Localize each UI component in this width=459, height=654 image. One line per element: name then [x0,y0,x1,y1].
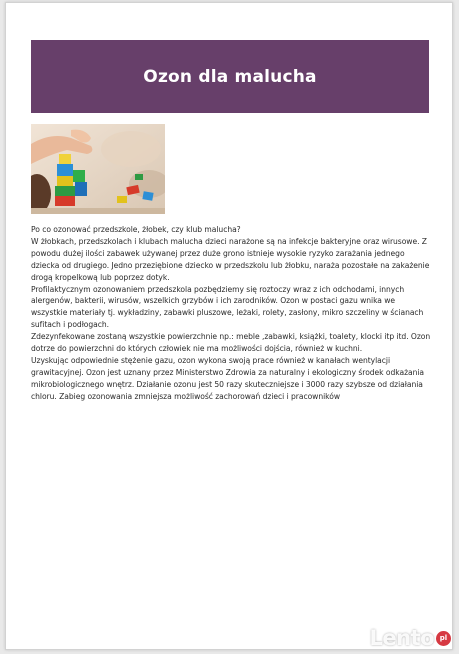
document-page [5,2,453,650]
watermark-text: Lento [369,626,434,650]
watermark-badge: pl [436,631,451,646]
children-blocks-photo [31,124,165,214]
lento-watermark [369,626,451,650]
body-paragraph-ventilation: Uzyskując odpowiednie stężenie gazu, ozon wykona swoją prace również w kanałach wentylacji grawitacyjnej. Ozon jest uznany przez Ministerstwo Zdrowia za naturalny i ekologiczny środek odkażania mikrobiologicznego wnętrz. Działanie ozonu jest 50 razy skuteczniejsze i 3000 razy szybsze od działania chloru. Zabieg ozonowania zmniejsza możliwość zachorowań dzieci i pracowników [31,355,425,401]
body-paragraph-surfaces: Zdezynfekowane zostaną wszystkie powierzchnie np.: meble ,zabawki, książki, toalety, klocki itp itd. Ozon dotrze do powierzchni do których człowiek nie ma możliwości dojścia, również w kuchni. [31,332,431,354]
body-paragraph-prevention: Profilaktycznym ozonowaniem przedszkola pozbędziemy się roztoczy wraz z ich odchodami, innych alergenów, bakterii, wirusów, wszelkich grzybów i ich zarodników. Ozon w postaci gazu wnika we wszystkie materiały tj. wykładziny, zabawki pluszowe, leżaki, rolety, zasłony, mikro szczeliny w ścianach sufitach i podłogach. [31,284,424,330]
body-paragraph-question: Po co ozonować przedszkole, żłobek, czy klub malucha? [31,225,241,234]
title-banner [31,40,429,113]
body-paragraph-intro: W żłobkach, przedszkolach i klubach malucha dzieci narażone są na infekcje bakteryjne oraz wirusowe. Z powodu dużej ilości zabawek używanej przez duże grono istnieje wysokie ryzyko zarażania jednego dziecka od drugiego. Jedno przeziębione dziecko w przedszkolu lub żłobku, naraża pozostałe na zakażenie drogą kropelkową lub poprzez dotyk. [31,236,430,282]
document-body [31,224,433,403]
document-title: Ozon dla malucha [143,66,317,87]
children-blocks-illustration [31,124,165,214]
